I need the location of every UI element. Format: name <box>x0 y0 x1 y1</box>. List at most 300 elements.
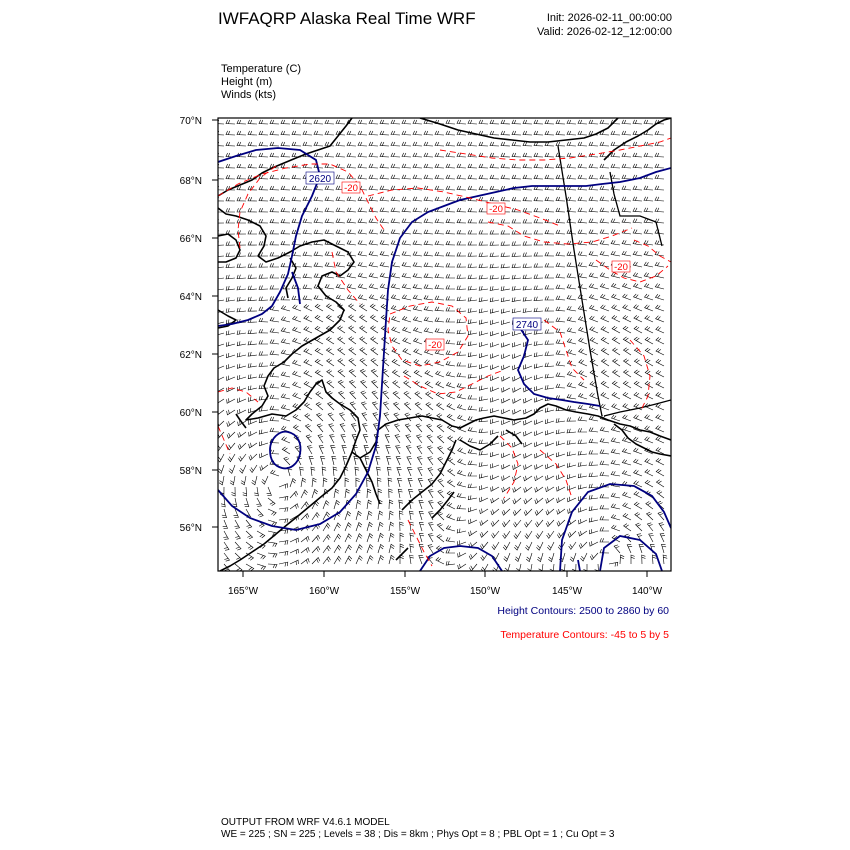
wind-barb <box>386 446 391 454</box>
wind-barb <box>424 153 433 157</box>
wind-barb <box>312 478 317 487</box>
wind-barb <box>359 304 367 311</box>
wind-barb <box>535 509 543 515</box>
wind-barb <box>468 363 477 367</box>
wind-barb <box>524 409 532 414</box>
wind-barb <box>419 511 424 520</box>
wind-barb <box>290 538 298 543</box>
wind-barb <box>435 307 444 311</box>
wind-barb <box>600 208 609 212</box>
wind-barb <box>513 354 521 359</box>
wind-barb <box>358 164 367 168</box>
wind-barb <box>491 498 499 503</box>
wind-barb <box>589 294 598 300</box>
wind-barb <box>634 392 642 399</box>
wind-barb <box>402 295 411 300</box>
wind-barb <box>458 540 466 545</box>
wind-barb <box>458 564 466 569</box>
wind-barb <box>534 197 543 201</box>
wind-barb <box>501 230 510 234</box>
wind-barb <box>589 495 598 499</box>
wind-barb <box>345 489 350 498</box>
wind-barb <box>279 519 288 523</box>
wind-barb <box>371 326 379 333</box>
wind-barb <box>567 164 576 168</box>
wind-barb <box>303 263 312 267</box>
wind-barb <box>479 440 488 444</box>
wind-barb <box>332 456 337 465</box>
wind-barb <box>241 476 246 485</box>
wind-barb <box>523 275 532 279</box>
wind-barb <box>248 386 257 390</box>
wind-barb <box>424 219 433 223</box>
wind-barb <box>314 252 323 256</box>
wind-barb <box>358 230 367 235</box>
wind-barb <box>429 512 434 520</box>
wind-barb <box>279 484 287 489</box>
wind-barb <box>336 284 345 289</box>
wind-barb <box>226 308 235 312</box>
wind-barb <box>595 564 599 573</box>
wind-barb <box>446 175 455 179</box>
wind-barb <box>534 208 543 212</box>
wind-barb <box>413 295 422 300</box>
wind-barb <box>303 252 312 256</box>
wind-barb <box>268 564 277 568</box>
wind-barb <box>380 164 389 168</box>
wind-barb <box>307 446 312 454</box>
wind-barb <box>524 509 532 516</box>
wind-barb <box>612 337 620 344</box>
wind-barb <box>589 186 598 190</box>
wind-barb <box>534 175 543 179</box>
wind-barb <box>402 164 411 168</box>
wind-barb <box>382 348 389 355</box>
wind-barb <box>249 420 257 425</box>
wind-barb <box>468 484 477 488</box>
wind-barb <box>534 375 543 380</box>
wind-barb <box>414 349 422 355</box>
wind-barb <box>257 564 266 570</box>
wind-barb <box>237 219 246 223</box>
wind-barb <box>389 500 393 509</box>
wind-barb <box>490 131 499 135</box>
wind-barb <box>534 364 543 369</box>
wind-barb <box>326 337 334 344</box>
wind-barb <box>392 338 400 344</box>
wind-barb <box>545 131 554 135</box>
wind-barb <box>281 296 290 300</box>
wind-barb <box>633 262 642 267</box>
wind-barb <box>556 285 565 289</box>
wind-barb <box>367 545 373 554</box>
wind-barb <box>491 463 499 468</box>
wind-barb <box>611 240 620 245</box>
wind-barb <box>237 264 246 268</box>
wind-barb <box>446 230 455 234</box>
wind-barb <box>634 370 642 377</box>
lon-label: 160°W <box>308 586 340 597</box>
wind-barb <box>600 472 609 476</box>
wind-barb <box>446 252 455 256</box>
wind-barb <box>446 361 455 366</box>
wind-barb <box>556 441 565 446</box>
wind-barb <box>589 305 598 311</box>
wind-barb <box>231 487 235 496</box>
wind-barb <box>568 497 576 502</box>
wind-barb <box>556 252 565 256</box>
wind-barb <box>589 142 598 146</box>
wind-barb <box>546 430 555 435</box>
wind-barb <box>413 230 422 234</box>
wind-barb <box>457 352 466 356</box>
wind-barb <box>404 391 411 399</box>
wind-barb <box>480 485 489 490</box>
wind-barb <box>656 480 664 487</box>
wind-barb <box>369 120 378 124</box>
wind-barb <box>502 509 510 515</box>
wind-barb <box>601 305 609 311</box>
wind-barb <box>281 372 290 377</box>
wind-barb <box>314 295 323 300</box>
wind-barb <box>567 273 576 278</box>
wind-barb <box>369 208 378 212</box>
wind-barb <box>216 365 224 370</box>
wind-barb <box>290 549 298 554</box>
wind-barb <box>372 380 378 388</box>
wind-barb <box>358 262 367 267</box>
wind-barb <box>334 500 340 509</box>
wind-barb <box>292 208 301 212</box>
wind-barb <box>237 308 246 312</box>
wind-barb <box>391 175 400 179</box>
wind-barb <box>645 480 653 487</box>
wind-barb <box>435 296 444 300</box>
wind-barb <box>611 504 620 509</box>
wind-barb <box>367 500 372 509</box>
wind-barb <box>404 381 411 388</box>
model-footer-line1: OUTPUT FROM WRF V4.6.1 MODEL <box>221 817 390 828</box>
wind-barb <box>572 564 576 573</box>
wind-barb <box>380 230 389 235</box>
wind-barb <box>600 120 609 124</box>
wind-barb <box>260 465 268 471</box>
wind-barb <box>622 208 631 212</box>
wind-barb <box>479 474 488 479</box>
wind-barb <box>578 295 587 300</box>
wind-barb <box>635 513 642 521</box>
wind-barb <box>350 391 356 399</box>
wind-barb <box>458 448 466 454</box>
wind-barb <box>634 502 642 509</box>
wind-barb <box>512 264 521 268</box>
wind-barb <box>524 520 532 527</box>
wind-barb <box>407 468 412 476</box>
wind-barb <box>260 453 268 458</box>
wind-barb <box>334 534 341 542</box>
wind-barb <box>556 418 565 422</box>
wind-barb <box>479 164 488 168</box>
wind-barb <box>281 317 290 323</box>
wind-barb <box>279 562 288 566</box>
wind-barb <box>645 305 653 311</box>
wind-barb <box>391 142 400 146</box>
wind-barb <box>534 120 543 124</box>
wind-barb <box>356 478 360 487</box>
wind-barb <box>403 338 411 344</box>
wind-barb <box>380 153 389 157</box>
wind-barb <box>429 501 434 509</box>
wind-barb <box>623 404 631 411</box>
wind-barb <box>327 380 334 388</box>
wind-barb <box>369 175 378 179</box>
wind-barb <box>391 219 400 223</box>
wind-barb <box>425 381 433 388</box>
wind-barb <box>655 175 664 179</box>
wind-barb <box>270 208 279 212</box>
wind-barb <box>270 450 279 454</box>
wind-barb <box>479 275 488 279</box>
wind-barb <box>633 120 642 124</box>
wind-barb <box>644 120 653 124</box>
wind-barb <box>380 186 389 190</box>
wind-barb <box>380 219 389 223</box>
wind-barb <box>468 142 477 146</box>
wind-barb <box>281 339 290 344</box>
wind-barb <box>347 197 356 201</box>
wind-barb <box>546 509 554 515</box>
wind-barb <box>457 373 466 377</box>
wind-barb <box>436 371 444 377</box>
wind-barb <box>589 484 598 488</box>
wind-barb <box>345 511 351 520</box>
wind-barb <box>257 553 265 559</box>
wind-barb <box>535 420 543 425</box>
wind-barb <box>624 359 632 366</box>
wind-barb <box>248 286 257 290</box>
wind-barb <box>419 522 424 531</box>
wind-barb <box>292 186 301 190</box>
wind-barb <box>281 383 290 388</box>
wind-barb <box>345 556 352 564</box>
wind-barb <box>248 330 257 334</box>
wind-barb <box>612 525 621 531</box>
wind-barb <box>336 230 345 234</box>
wind-barb <box>479 342 488 347</box>
wind-barb <box>656 404 664 411</box>
wind-barb <box>424 164 433 168</box>
wind-barb <box>259 418 268 422</box>
wind-barb <box>215 242 224 246</box>
wind-barb <box>501 320 510 325</box>
wind-barb <box>611 153 620 157</box>
wind-barb <box>501 153 510 157</box>
wind-barb <box>623 326 631 333</box>
wind-barb <box>567 175 576 179</box>
wind-barb <box>358 131 367 135</box>
wind-barb <box>567 417 576 421</box>
wind-barb <box>330 435 335 443</box>
wind-barb <box>502 398 510 403</box>
wind-barb <box>309 457 314 466</box>
wind-barb <box>545 374 554 378</box>
wind-barb <box>281 153 290 157</box>
wind-barb <box>468 427 477 432</box>
wind-barb <box>290 560 298 565</box>
wind-barb <box>578 251 587 256</box>
wind-barb <box>419 533 424 542</box>
wind-barb <box>523 131 532 135</box>
wind-barb <box>327 359 334 366</box>
temperature-contours <box>218 138 671 566</box>
wind-barb <box>424 284 433 289</box>
wind-barb <box>413 252 422 257</box>
wind-barb <box>331 446 336 454</box>
wind-barb <box>316 392 323 400</box>
wind-barb <box>303 186 312 190</box>
wind-barb <box>655 131 664 135</box>
wind-barb <box>590 553 598 560</box>
wind-barb <box>612 326 620 333</box>
wind-barb <box>383 380 389 388</box>
wind-barb <box>663 555 667 564</box>
wind-barb <box>303 285 312 289</box>
wind-barb <box>468 438 477 443</box>
wind-barb <box>634 294 643 300</box>
wind-barb <box>545 363 554 367</box>
wind-barb <box>502 409 510 414</box>
wind-barb <box>293 382 301 388</box>
wind-barb <box>589 416 598 421</box>
wind-barb <box>479 264 488 268</box>
wind-barb <box>550 564 554 573</box>
wind-barb <box>623 415 631 421</box>
wind-barb <box>397 468 402 476</box>
wind-barb <box>426 402 433 410</box>
wind-barb <box>418 479 423 487</box>
wind-barb <box>536 542 543 550</box>
wind-barb <box>590 337 598 344</box>
wind-barb <box>380 197 389 201</box>
wind-barb <box>589 284 598 289</box>
wind-barb <box>226 242 235 246</box>
wind-barb <box>457 230 466 234</box>
wind-barb <box>656 359 664 366</box>
wind-barb <box>614 545 620 553</box>
wind-barb <box>479 120 488 124</box>
wind-barb <box>216 421 224 427</box>
wind-barb <box>424 175 433 179</box>
wind-barb <box>356 500 361 509</box>
wind-barb <box>325 219 334 223</box>
wind-barb <box>503 531 510 538</box>
wind-barb <box>436 381 444 388</box>
wind-barb <box>306 435 312 443</box>
height-contour-legend: Height Contours: 2500 to 2860 by 60 <box>497 605 669 617</box>
wind-barb <box>579 531 587 536</box>
wind-barb <box>567 131 576 135</box>
wind-barb <box>469 531 477 536</box>
wind-barb <box>523 208 532 212</box>
wind-barb <box>363 435 368 443</box>
wind-barb <box>634 315 642 322</box>
wind-barb <box>438 512 444 520</box>
wind-barb <box>413 153 422 157</box>
wind-barb <box>358 273 367 278</box>
wind-barb <box>491 376 499 381</box>
wind-barb <box>369 273 378 278</box>
wind-barb <box>371 337 378 344</box>
wind-barb <box>428 545 433 553</box>
wind-barb <box>414 370 422 377</box>
wind-barb <box>360 369 367 377</box>
wind-barb <box>326 304 334 311</box>
wind-barb <box>479 142 488 146</box>
wind-barb <box>334 556 341 564</box>
wind-barb <box>479 396 488 400</box>
wind-barb <box>523 297 532 301</box>
wind-barb <box>490 320 499 325</box>
wind-barb <box>446 131 455 135</box>
wind-barb <box>347 230 356 235</box>
wind-barb <box>268 509 276 516</box>
wind-barb <box>371 348 378 356</box>
wind-barb <box>402 186 411 190</box>
wind-barb <box>215 131 224 135</box>
wind-barb <box>502 376 510 381</box>
wind-barb <box>365 456 369 465</box>
wind-barb <box>237 175 246 179</box>
wind-barb <box>611 175 620 179</box>
wind-barb <box>402 251 411 256</box>
wind-barb <box>512 286 521 290</box>
wind-barb <box>438 446 444 454</box>
wind-barb <box>468 374 477 378</box>
wind-barb <box>399 500 403 509</box>
wind-barb <box>328 402 334 410</box>
wind-barb <box>380 240 389 245</box>
wind-barb <box>248 120 257 124</box>
wind-barb <box>589 439 598 443</box>
wind-barb <box>534 341 543 345</box>
wind-barb <box>513 387 521 392</box>
wind-barb <box>312 513 319 521</box>
wind-barb <box>490 197 499 201</box>
wind-barb <box>590 529 599 534</box>
wind-barb <box>226 331 235 335</box>
wind-barb <box>523 197 532 201</box>
wind-barb <box>457 219 466 223</box>
wind-barb <box>567 394 576 399</box>
lat-label: 58°N <box>179 466 202 477</box>
wind-barb <box>279 496 288 500</box>
wind-barb <box>523 264 532 268</box>
wind-barb <box>644 262 653 267</box>
wind-barb <box>512 131 521 135</box>
wind-barb <box>301 478 306 487</box>
wind-barb <box>612 404 620 410</box>
wind-barb <box>491 520 499 526</box>
wind-barb <box>457 142 466 146</box>
wind-barb <box>457 505 466 509</box>
wind-barb <box>418 468 423 476</box>
wind-barb <box>634 359 642 366</box>
wind-barb <box>457 208 466 212</box>
wind-barb <box>413 241 422 245</box>
wind-barb <box>624 370 632 377</box>
wind-barb <box>457 263 466 267</box>
wind-barb <box>600 175 609 179</box>
